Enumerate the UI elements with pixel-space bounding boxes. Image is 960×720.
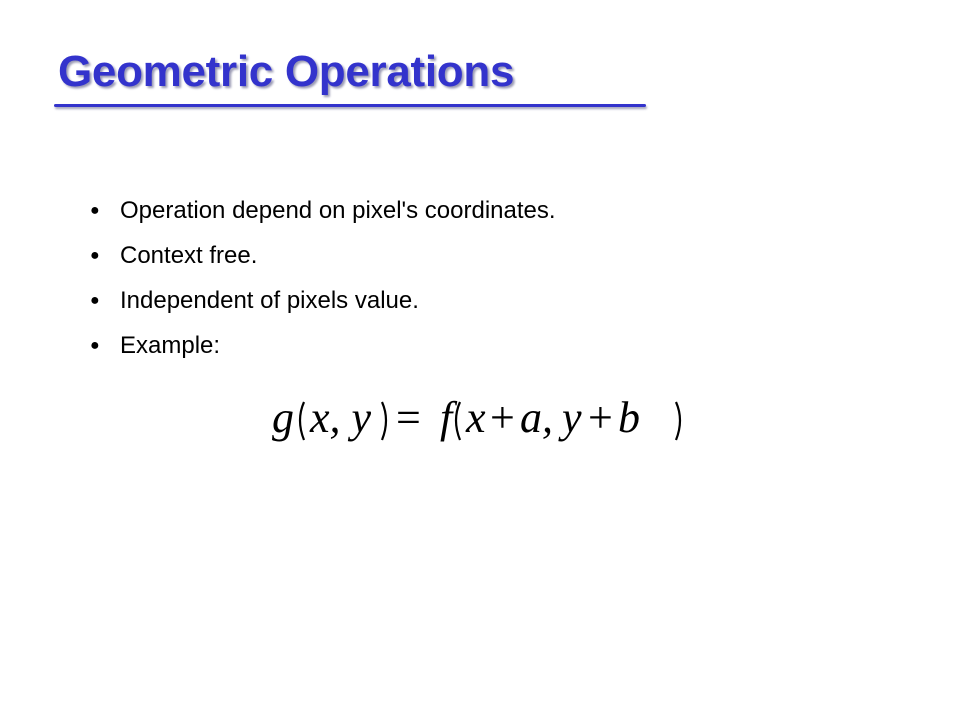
bullet-text: Operation depend on pixel's coordinates. (120, 196, 556, 224)
bullet-dot-icon: ● (90, 201, 100, 219)
bullet-dot-icon: ● (90, 291, 100, 309)
equation-arg2-shift: b (618, 393, 640, 442)
equation-arg1-var: x (466, 393, 486, 442)
equation-arg1-op: + (490, 393, 515, 442)
right-paren-icon (382, 402, 386, 440)
title-underline (54, 104, 646, 107)
bullet-dot-icon: ● (90, 336, 100, 354)
equation-arg2-var: y (562, 393, 582, 442)
equation-lhs-function: g (272, 393, 294, 442)
equation-rhs-function: f (440, 393, 453, 442)
bullet-item (90, 233, 556, 278)
example-equation (266, 384, 696, 454)
left-paren-icon (456, 402, 460, 440)
slide-title: Geometric Operations (58, 47, 515, 96)
bullet-item (90, 188, 556, 233)
equation-lhs-args: x, y (310, 393, 372, 442)
bullet-item (90, 323, 556, 368)
bullet-list (90, 188, 556, 368)
bullet-text: Independent of pixels value. (120, 286, 419, 314)
equation-arg1-shift: a (520, 393, 542, 442)
bullet-text: Context free. (120, 241, 258, 269)
left-paren-icon (300, 402, 304, 440)
right-paren-icon (676, 402, 680, 440)
bullet-dot-icon: ● (90, 246, 100, 264)
equation-equals: = (396, 393, 421, 442)
equation-arg2-op: + (588, 393, 613, 442)
equation-comma: , (542, 393, 553, 442)
bullet-item (90, 278, 556, 323)
bullet-text: Example: (120, 331, 221, 359)
